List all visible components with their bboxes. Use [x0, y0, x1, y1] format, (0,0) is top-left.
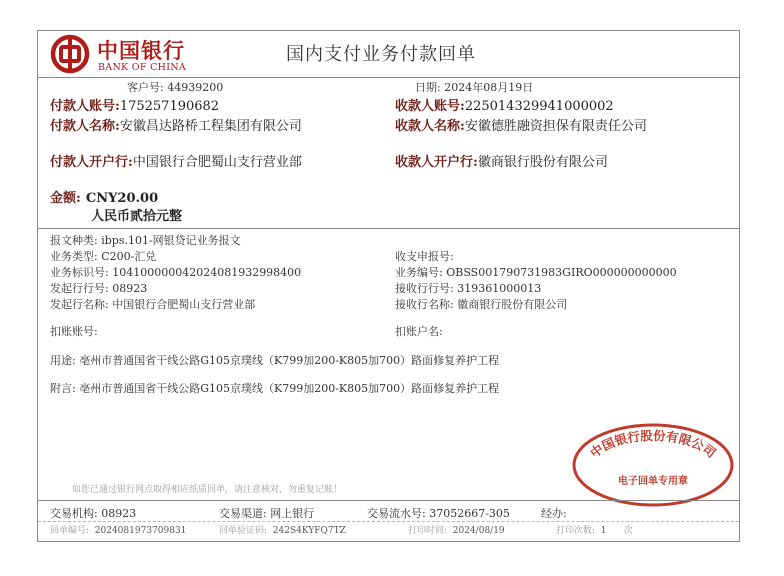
footer-handler: 经办: — [541, 507, 567, 520]
footer-channel: 交易渠道: 网上银行 — [219, 507, 315, 520]
debit-account: 扣账账号: — [50, 325, 98, 338]
customer-no: 客户号: 44939200 — [127, 81, 224, 94]
msg-type: 报文种类: ibps.101-网银贷记业务报文 — [50, 234, 241, 247]
footer-serial: 交易流水号: 37052667-305 — [367, 507, 510, 520]
date: 日期: 2024年08月19日 — [415, 81, 534, 94]
footer-org: 交易机构: 08923 — [50, 507, 137, 520]
seal-stamp-icon — [571, 422, 735, 508]
note: 附言: 亳州市普通国省干线公路G105京璞线（K799加200-K805加700）路面修复养护工程 — [50, 382, 500, 395]
send-bank-name: 发起行名称: 中国银行合肥蜀山支行营业部 — [50, 298, 256, 311]
payer-name: 付款人名称:安徽昌达路桥工程集团有限公司 — [50, 119, 302, 134]
payee-name: 收款人名称:安徽德胜融资担保有限责任公司 — [395, 119, 647, 134]
duplicate-notice: 如您已通过银行网点取得相应纸质回单，请注意核对，勿重复记账！ — [72, 485, 343, 495]
biz-id: 业务标识号: 104100000042024081932998400 — [50, 266, 302, 279]
divider — [38, 77, 739, 78]
divider — [38, 228, 739, 229]
bank-of-china-logo-icon — [50, 34, 90, 74]
payee-bank: 收款人开户行:徽商银行股份有限公司 — [395, 155, 608, 170]
purpose: 用途: 亳州市普通国省干线公路G105京璞线（K799加200-K805加700）路面修复养护工程 — [50, 354, 500, 367]
debit-name: 扣账户名: — [395, 325, 443, 338]
amount: 金额: CNY20.00 — [50, 191, 159, 206]
bank-name-cn: 中国银行 — [97, 38, 185, 63]
divider — [38, 500, 739, 501]
recv-bank-name: 接收行名称: 徽商银行股份有限公司 — [395, 298, 568, 311]
verify-code: 回单验证码: 242S4KYFQ7TZ — [219, 526, 346, 536]
svg-text:电子回单专用章: 电子回单专用章 — [618, 476, 688, 487]
bank-name-en: BANK OF CHINA — [98, 62, 187, 73]
send-bank-no: 发起行行号: 08923 — [50, 282, 148, 295]
payee-account: 收款人账号:225014329941000002 — [395, 99, 614, 114]
recv-bank-no: 接收行行号: 319361000013 — [395, 282, 542, 295]
amount-words: 人民币贰拾元整 — [91, 209, 183, 224]
biz-no: 业务编号: OBSS001790731983GIRO000000000000 — [395, 266, 677, 279]
receipt-no: 回单编号: 20240819737098​31 — [50, 526, 187, 536]
svg-text:中国银行股份有限公司: 中国银行股份有限公司 — [587, 427, 719, 461]
biz-type: 业务类型: C200-汇兑 — [50, 250, 157, 263]
payer-account: 付款人账号:175257190682 — [50, 99, 220, 114]
page-title: 国内支付业务付款回单 — [286, 44, 476, 65]
divider — [38, 521, 739, 522]
recv-report-no: 收支申报号: — [395, 250, 454, 263]
print-time: 打印时间: 2024/08/19 — [408, 526, 505, 536]
print-count: 打印次数: 1 次 — [556, 526, 633, 536]
payer-bank: 付款人开户行:中国银行合肥蜀山支行营业部 — [50, 155, 302, 170]
